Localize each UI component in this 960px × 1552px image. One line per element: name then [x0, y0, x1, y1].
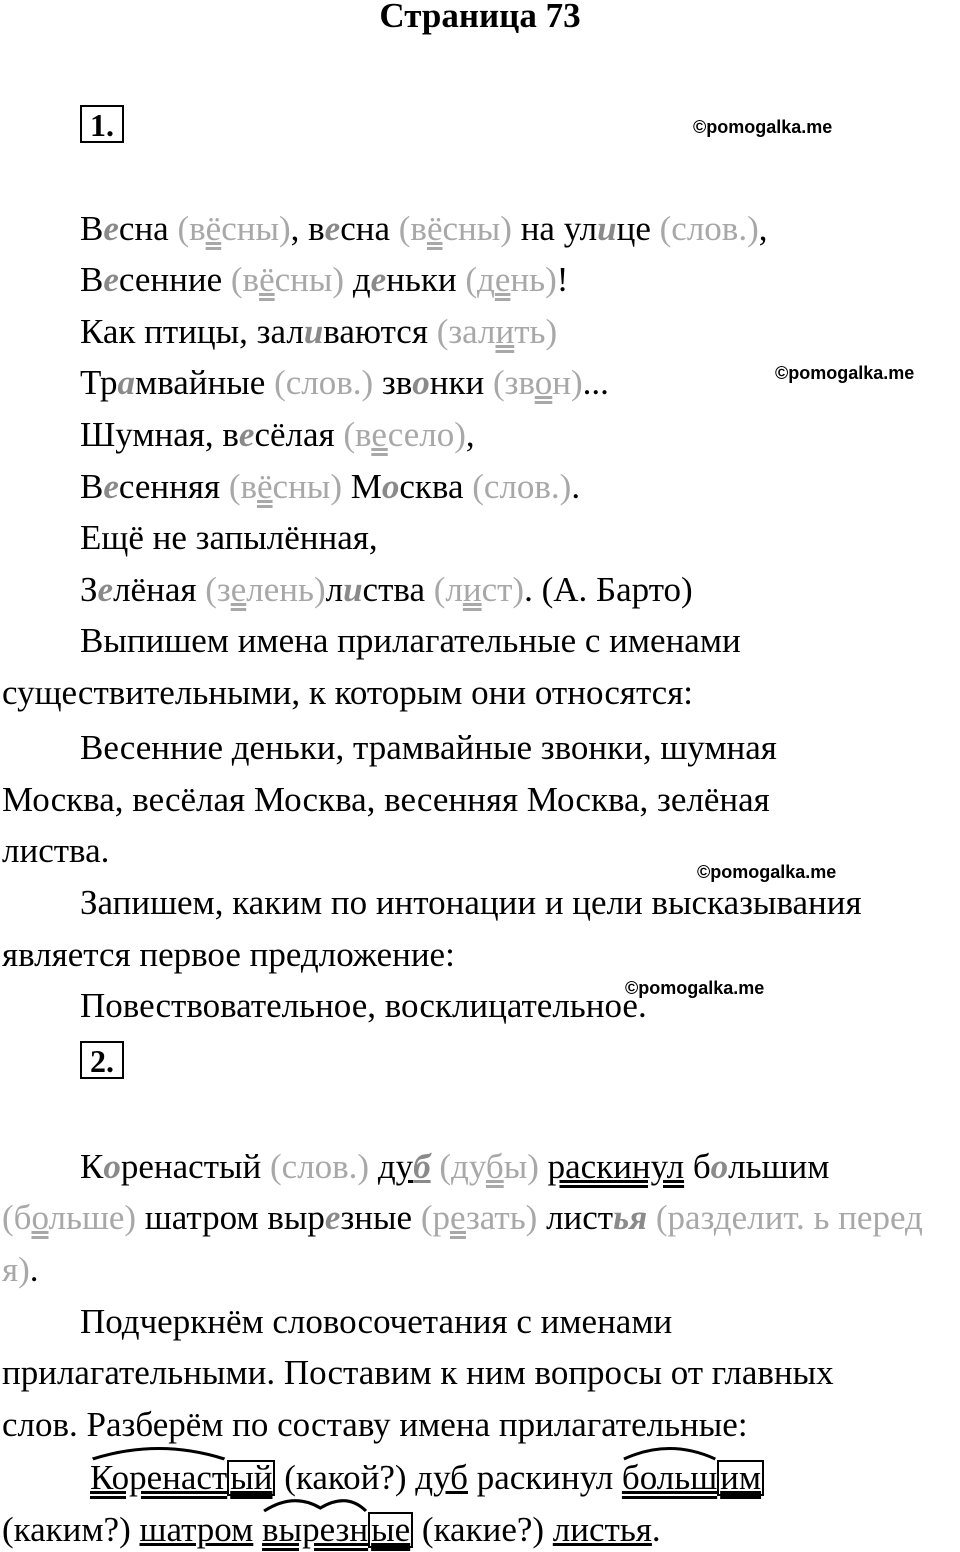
root-arc-icon — [622, 1444, 717, 1460]
task-2-number: 2. — [80, 1041, 124, 1079]
paragraph-line: листва. — [2, 831, 110, 870]
poem-line-4: Трамвайные (слов.) звонки (звон)... — [80, 363, 609, 402]
poem-line-8: Зелёная (зелень)листва (лист). (А. Барто) — [80, 570, 693, 609]
watermark: ©pomogalka.me — [697, 862, 837, 882]
root-arc-icon — [90, 1444, 227, 1460]
sentence-line-2: (больше) шатром вырезные (резать) листья (разделит. ь перед — [2, 1198, 923, 1237]
word-root: вырезн — [262, 1510, 368, 1550]
ending-box: ый — [227, 1460, 275, 1496]
poem-line-2: Весенние (вёсны) деньки (день)! — [80, 260, 569, 299]
poem-line-7: Ещё не запылённая, — [80, 518, 378, 557]
sentence-line-1: Коренастый (слов.) дуб (дубы) раскинул большим — [80, 1147, 830, 1186]
paragraph-line: Запишем, каким по интонации и цели высказывания — [80, 883, 862, 922]
paragraph-line: прилагательными. Поставим к ним вопросы от главных — [2, 1353, 834, 1392]
watermark: ©pomogalka.me — [693, 117, 833, 137]
paragraph-line: существительными, к которым они относятся: — [2, 673, 694, 712]
poem-line-5: Шумная, весёлая (весело), — [80, 415, 475, 454]
paragraph-line: Подчеркнём словосочетания с именами — [80, 1302, 673, 1341]
sentence-line-3: я). — [2, 1250, 39, 1289]
root-arc-icon — [262, 1496, 368, 1512]
watermark: ©pomogalka.me — [775, 363, 915, 383]
paragraph-line: Весенние деньки, трамвайные звонки, шумная — [80, 728, 777, 767]
analysis-line-2: (каким?) шатром вырезные (какие?) листья. — [2, 1510, 661, 1550]
paragraph-line: Повествовательное, восклицательное. — [80, 986, 647, 1025]
paragraph-line: Выпишем имена прилагательные с именами — [80, 621, 741, 660]
paragraph-line: слов. Разберём по составу имена прилагательные: — [2, 1405, 748, 1444]
paragraph-line: является первое предложение: — [2, 935, 455, 974]
ending-box: им — [717, 1460, 764, 1496]
paragraph-line: Москва, весёлая Москва, весенняя Москва, зелёная — [2, 780, 770, 819]
poem-line-3: Как птицы, заливаются (залить) — [80, 312, 558, 351]
analysis-line-1: Коренастый (какой?) дуб раскинул большим — [90, 1458, 764, 1498]
watermark: ©pomogalka.me — [625, 978, 765, 998]
ending-box: ые — [368, 1512, 413, 1548]
word-root: больш — [622, 1458, 717, 1498]
poem-line-6: Весенняя (вёсны) Москва (слов.). — [80, 467, 581, 506]
page-title: Страница 73 — [379, 0, 581, 35]
word-root: Коренаст — [90, 1458, 227, 1498]
task-1-number: 1. — [80, 105, 124, 143]
poem-line-1: Весна (вёсны), весна (вёсны) на улице (слов.), — [80, 209, 768, 248]
